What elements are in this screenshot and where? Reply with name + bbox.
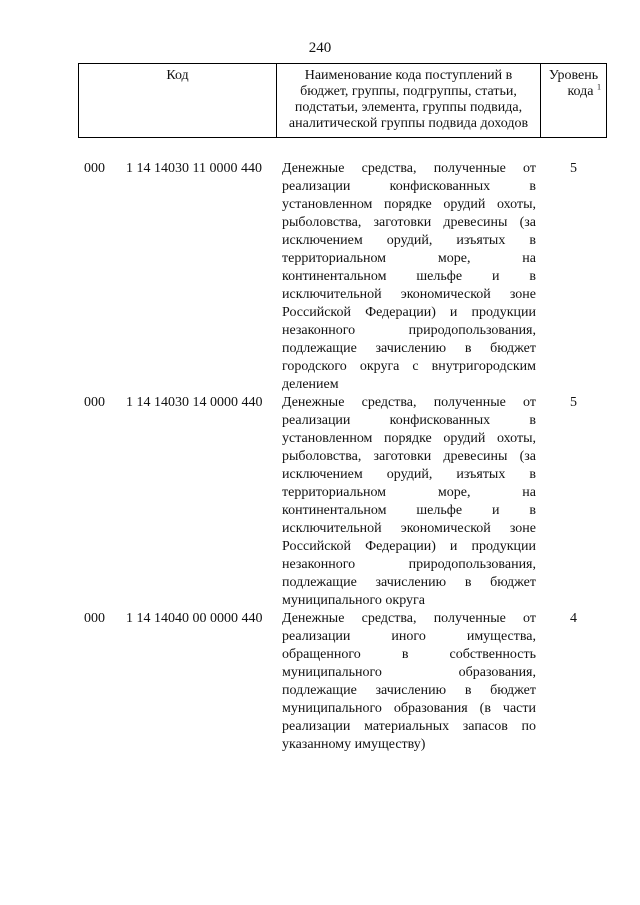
header-name-line: бюджет, группы, подгруппы, статьи, <box>300 84 517 99</box>
description-line: подлежащие зачислению в бюджет <box>282 341 536 356</box>
description-line: Российской Федерации) и продукции <box>282 539 536 554</box>
header-level-label-2 <box>541 84 606 100</box>
header-level-cell <box>541 64 606 137</box>
description-line: исключительной экономической зоне <box>282 287 536 302</box>
table-row <box>84 394 604 610</box>
admin-code: 000 <box>84 611 105 626</box>
code-level: 5 <box>570 395 577 410</box>
description-line: исключительной экономической зоне <box>282 521 536 536</box>
description-line: установленном порядке орудий охоты, <box>282 197 536 212</box>
header-name-cell <box>277 64 541 137</box>
header-name-line: Наименование кода поступлений в <box>304 68 513 83</box>
code-level: 5 <box>570 161 577 176</box>
description-line: указанному имуществу) <box>282 737 426 752</box>
description-line: континентальном шельфе и в <box>282 269 536 284</box>
description-line: незаконного природопользования, <box>282 557 536 572</box>
description-line: рыболовства, заготовки древесины (за <box>282 215 536 230</box>
description-line: установленном порядке орудий охоты, <box>282 431 536 446</box>
table-row <box>84 160 604 394</box>
description-line: делением <box>282 377 339 392</box>
header-level-kod: кода <box>567 84 594 99</box>
admin-code: 000 <box>84 161 105 176</box>
description-line: Денежные средства, полученные от <box>282 611 536 626</box>
description-line: муниципального округа <box>282 593 425 608</box>
header-code-label: Код <box>166 68 189 83</box>
description-line: муниципального образования (в части <box>282 701 536 716</box>
description-line: обращенного в собственность <box>282 647 536 662</box>
income-code: 1 14 14040 00 0000 440 <box>126 611 263 626</box>
table-body <box>84 160 604 754</box>
income-code: 1 14 14030 14 0000 440 <box>126 395 263 410</box>
table-header <box>78 63 607 138</box>
description-line: территориальном море, на <box>282 485 536 500</box>
description-line: реализации иного имущества, <box>282 629 536 644</box>
footnote-marker: 1 <box>597 82 601 92</box>
description-line: подлежащие зачислению в бюджет <box>282 575 536 590</box>
admin-code: 000 <box>84 395 105 410</box>
description-line: рыболовства, заготовки древесины (за <box>282 449 536 464</box>
description-line: реализации конфискованных в <box>282 413 536 428</box>
header-name-line: аналитической группы подвида доходов <box>288 116 529 131</box>
description-line: Денежные средства, полученные от <box>282 395 536 410</box>
description-line: подлежащие зачислению в бюджет <box>282 683 536 698</box>
description-line: исключением орудий, изъятых в <box>282 467 536 482</box>
income-description <box>282 394 536 610</box>
page-number: 240 <box>308 40 332 56</box>
income-code: 1 14 14030 11 0000 440 <box>126 161 262 176</box>
description-line: территориальном море, на <box>282 251 536 266</box>
description-line: реализации материальных запасов по <box>282 719 536 734</box>
description-line: исключением орудий, изъятых в <box>282 233 536 248</box>
description-line: городского округа с внутригородским <box>282 359 536 374</box>
description-line: муниципального образования, <box>282 665 536 680</box>
description-line: реализации конфискованных в <box>282 179 536 194</box>
description-line: Денежные средства, полученные от <box>282 161 536 176</box>
header-code-cell <box>79 64 277 137</box>
income-description <box>282 160 536 394</box>
description-line: незаконного природопользования, <box>282 323 536 338</box>
table-row <box>84 610 604 754</box>
description-line: Российской Федерации) и продукции <box>282 305 536 320</box>
header-level-label: Уровень <box>548 68 599 83</box>
income-description <box>282 610 536 754</box>
header-name-line: подстатьи, элемента, группы подвида, <box>294 100 523 115</box>
description-line: континентальном шельфе и в <box>282 503 536 518</box>
code-level: 4 <box>570 611 577 626</box>
